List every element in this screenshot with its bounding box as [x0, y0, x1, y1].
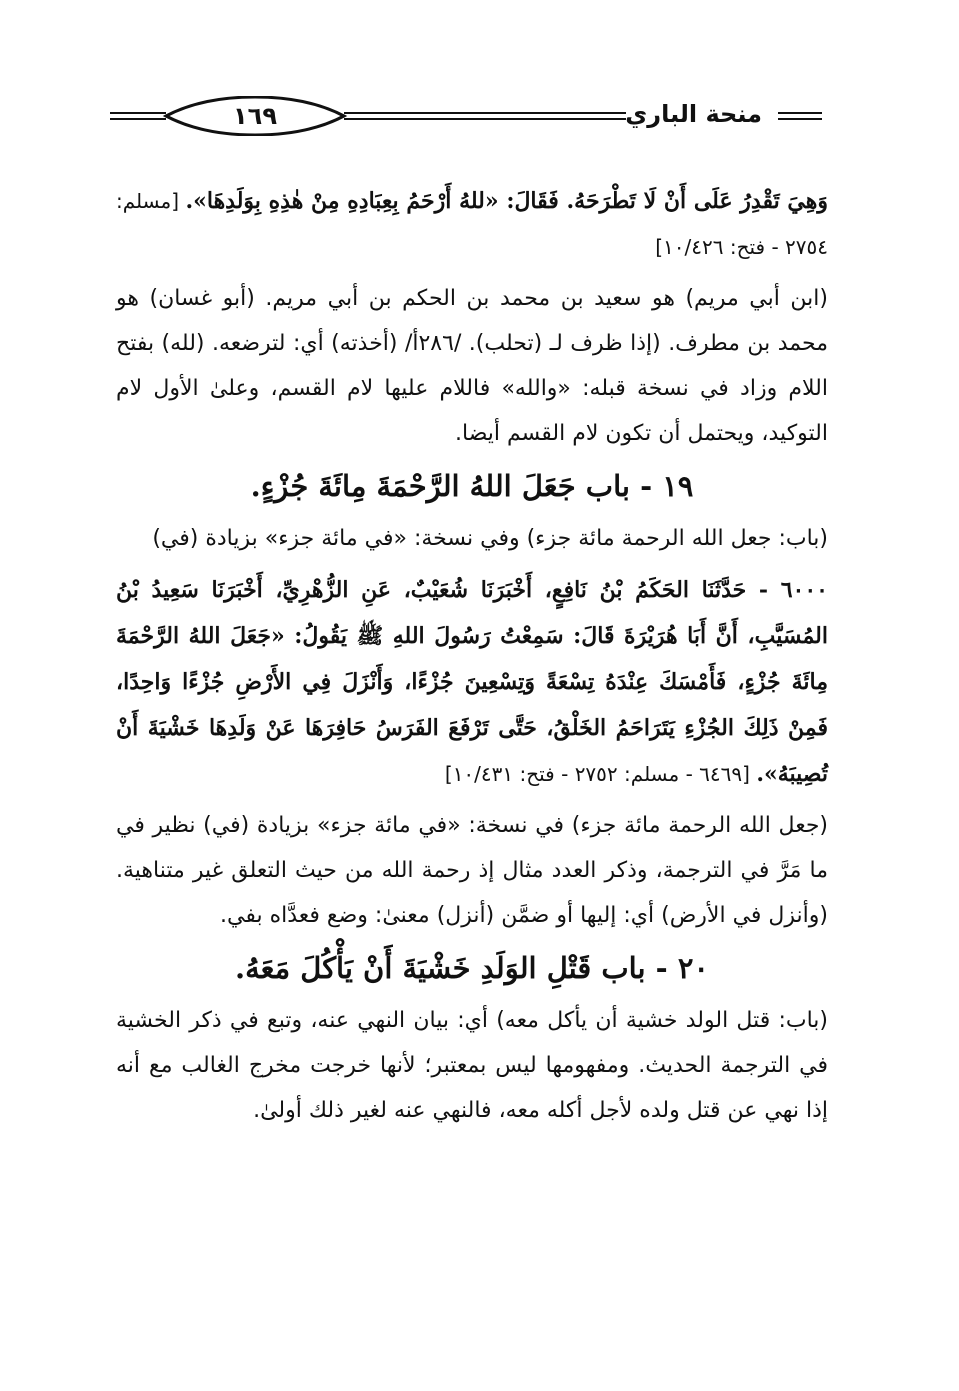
header-rule-right	[778, 112, 822, 114]
hadith-ending	[116, 178, 828, 270]
header-rule-left	[110, 118, 166, 120]
hadith-source: [مسلم: ٢٧٥٤ - فتح: ١٠/٤٢٦]	[116, 189, 828, 259]
hadith-text: ٦٠٠٠ - حَدَّثَنَا الحَكَمُ بْنُ نَافِعٍ، أَخْبَرَنَا شُعَيْبٌ، عَنِ الزُّهْرِيِّ، أَخْبَرَنَا سَعِيدُ بْنُ المُسَيَّبِ، أَنَّ أَبَا هُرَيْرَةَ قَالَ: سَمِعْتُ رَسُولَ اللهِ ﷺ يَقُولُ: «جَعَلَ اللهُ الرَّحْمَةَ مِائَةَ جُزْءٍ، فَأَمْسَكَ عِنْدَهُ تِسْعَةً وَتِسْعِينَ جُزْءًا، وَأَنْزَلَ فِي الأَرْضِ جُزْءًا وَاحِدًا، فَمِنْ ذَلِكَ الجُزْءِ يَتَرَاحَمُ الخَلْقُ، حَتَّى تَرْفَعَ الفَرَسُ حَافِرَهَا عَنْ وَلَدِهَا خَشْيَةَ أَنْ تُصِيبَهُ».	[116, 577, 828, 787]
chapter-heading: ١٩ - باب جَعَلَ اللهُ الرَّحْمَةَ مِائَةَ جُزْءٍ.	[250, 469, 694, 503]
commentary-paragraph: (ابن أبي مريم) هو سعيد بن محمد بن الحكم بن أبي مريم. (أبو غسان) هو محمد بن مطرف. (إذا ظرف لـ (تحلب). /٢٨٦أ/ (أخذته) أي: لترضعه. (لله) بفتح اللام وزاد في نسخة قبله: «والله» فاللام عليها لام القسم، وعلىٰ الأول لام التوكيد، ويحتمل أن تكون لام القسم أيضا.	[116, 286, 828, 446]
hadith-text: وَهِيَ تَقْدِرُ عَلَى أَنْ لَا تَطْرَحَهُ. فَقَالَ: «للهُ أَرْحَمُ بِعِبَادِهِ مِنْ هٰذِهِ بِوَلَدِهَا».	[185, 188, 828, 214]
commentary-paragraph: (باب: قتل الولد خشية أن يأكل معه) أي: بيان النهي عنه، وتبع في ذكر الخشية في الترجمة الحديث. ومفهومها ليس بمعتبر؛ لأنها خرجت مخرج الغالب مع أنه إذا نهي عن قتل ولده لأجل أكله معه، فالنهي عنه لغير ذلك أولىٰ.	[116, 1008, 828, 1123]
chapter-heading: ٢٠ - باب قَتْلِ الوَلَدِ خَشْيَةَ أَنْ يَأْكُلَ مَعَهُ.	[235, 951, 709, 985]
hadith-source: [٦٤٦٩ - مسلم: ٢٧٥٢ - فتح: ١٠/٤٣١]	[444, 762, 757, 786]
header-rule-right	[778, 118, 822, 120]
header-rule-middle	[344, 112, 626, 114]
hadith-paragraph	[116, 567, 828, 797]
running-title: منحة الباري	[625, 100, 762, 128]
page-header	[110, 92, 830, 142]
page-body	[116, 178, 828, 1133]
page-number-badge	[162, 96, 348, 136]
commentary-paragraph: (جعل الله الرحمة مائة جزء) في نسخة: «في مائة جزء» بزيادة (في) نظير في ما مَرَّ في الترجمة، وذكر العدد مثال إذ رحمة الله من حيث التعلق غير متناهية. (وأنزل في الأرض) أي: إليها أو ضمَّن (أنزل) معنىٰ: وضع فعدَّاه بفي.	[116, 813, 828, 928]
page-number: ١٦٩	[233, 102, 277, 130]
chapter-note: (باب: جعل الله الرحمة مائة جزء) وفي نسخة: «في مائة جزء» بزيادة (في)	[152, 526, 828, 551]
header-rule-middle	[344, 118, 626, 120]
header-rule-left	[110, 112, 166, 114]
